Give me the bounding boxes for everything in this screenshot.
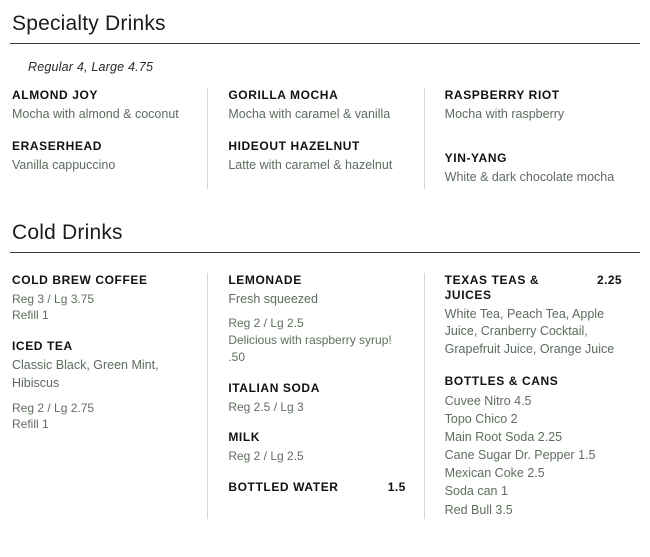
section-title-cold-drinks: Cold Drinks (12, 220, 123, 244)
cold-column-1 (10, 273, 207, 519)
menu-item-texas-teas-and-juices (445, 273, 622, 359)
menu-item-price-line: Reg 2 / Lg 2.5 (228, 449, 304, 464)
list-item: Topo Chico 2 (444, 411, 518, 426)
menu-item-italian-soda (228, 381, 405, 416)
menu-item-raspberry-riot (445, 88, 622, 124)
menu-item-description: White & dark chocolate mocha (444, 169, 615, 184)
menu-item-note-line: Delicious with raspberry syrup! .50 (228, 333, 392, 364)
specialty-column-1 (10, 88, 207, 189)
menu-item-description: Mocha with almond & coconut (12, 107, 179, 121)
menu-item-name: ALMOND JOY (12, 88, 99, 102)
menu-item-eraserhead (12, 139, 189, 175)
menu-item-price-line: Reg 2 / Lg 2.75 (12, 400, 95, 415)
specialty-column-3 (424, 88, 640, 189)
list-item: Cane Sugar Dr. Pepper 1.5 (444, 448, 596, 463)
menu-item-price: 2.25 (597, 272, 622, 287)
menu-item-name: HIDEOUT HAZELNUT (228, 138, 360, 153)
menu-item-name-row (445, 273, 622, 306)
menu-item-gorilla-mocha (228, 88, 405, 124)
menu-item-price-line: Reg 2 / Lg 2.5 (228, 316, 304, 331)
menu-item-refill-line: Refill 1 (12, 308, 49, 323)
menu-item-price-line: Reg 3 / Lg 3.75 (12, 291, 95, 306)
menu-item-iced-tea (12, 339, 189, 433)
menu-item-description: Classic Black, Green Mint, Hibiscus (12, 358, 159, 390)
menu-item-price-line: Reg 2.5 / Lg 3 (228, 399, 304, 414)
menu-item-name: LEMONADE (228, 272, 302, 287)
cold-column-2 (207, 273, 423, 519)
menu-item-lemonade (228, 273, 405, 366)
menu-item-bottled-water (228, 480, 405, 498)
cold-columns (10, 273, 640, 519)
menu-item-description: Fresh squeezed (228, 291, 318, 306)
section-cold-drinks (10, 207, 640, 519)
menu-item-yin-yang (445, 151, 622, 187)
menu-item-name: GORILLA MOCHA (228, 88, 339, 102)
specialty-price-note: Regular 4, Large 4.75 (28, 60, 154, 74)
menu-item-description: White Tea, Peach Tea, Apple Juice, Cranberry Cocktail, Grapefruit Juice, Orange Juice (444, 306, 615, 356)
menu-item-name: MILK (228, 430, 261, 445)
menu-item-milk (228, 430, 405, 465)
menu-item-description: Latte with caramel & hazelnut (228, 157, 393, 172)
menu-item-name: BOTTLES & CANS (444, 373, 559, 388)
menu-item-description: Mocha with raspberry (444, 107, 565, 121)
list-item: Red Bull 3.5 (444, 502, 513, 517)
menu-item-name: YIN-YANG (444, 150, 508, 165)
section-specialty-drinks (10, 0, 640, 207)
menu-item-bottles-and-cans (445, 374, 622, 519)
list-item: Cuvee Nitro 4.5 (444, 393, 532, 408)
menu-item-refill-line: Refill 1 (12, 417, 49, 432)
menu-item-almond-joy (12, 88, 189, 124)
menu-item-description: Mocha with caramel & vanilla (228, 107, 391, 121)
list-item: Mexican Coke 2.5 (444, 466, 545, 481)
spacer (445, 139, 622, 151)
page-title: Specialty Drinks (12, 12, 166, 35)
list-item: Soda can 1 (444, 484, 508, 499)
specialty-column-2 (207, 88, 423, 189)
menu-item-cold-brew-coffee (12, 273, 189, 325)
menu-item-name: TEXAS TEAS & JUICES (444, 272, 540, 302)
menu-item-description: Vanilla cappuccino (12, 157, 116, 172)
spacer (10, 253, 640, 273)
menu-item-name: RASPBERRY RIOT (444, 88, 560, 102)
menu-item-price: 1.5 (387, 480, 406, 495)
menu-item-name: ERASERHEAD (12, 138, 103, 153)
menu-item-name-row (228, 480, 405, 498)
menu-item-hideout-hazelnut (228, 139, 405, 175)
specialty-columns (10, 88, 640, 189)
cold-column-3 (424, 273, 640, 519)
list-item: Main Root Soda 2.25 (444, 430, 563, 444)
menu-item-name: BOTTLED WATER (228, 480, 339, 495)
menu-item-name: ITALIAN SODA (228, 380, 320, 395)
menu-item-name: ICED TEA (12, 339, 73, 354)
menu-item-name: COLD BREW COFFEE (12, 272, 148, 287)
